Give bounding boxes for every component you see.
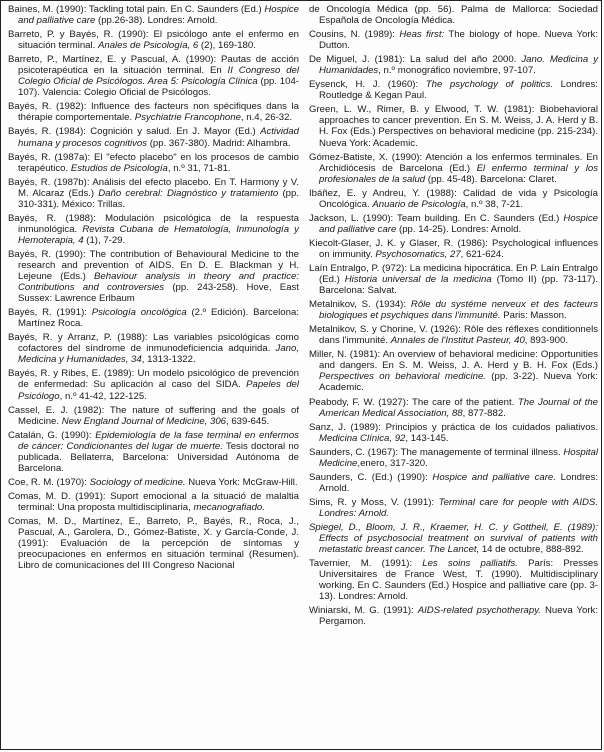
reference-text: Nueva York: McGraw-Hill. [185,476,298,488]
reference-entry [8,477,299,488]
reference-text: Bayés, R. (1984): Cognición y salud. En J. Mayor (Ed.) [8,126,261,138]
reference-italic-text: New England Journal of Medicine, 306 [61,415,226,427]
reference-italic-text: Daño cerebral: Diagnóstico y tratamiento [98,187,279,199]
reference-text: , 893-900. [524,335,569,347]
reference-text: , 1313-1322. [141,354,196,366]
reference-entry [309,4,598,26]
reference-text: (pp. 243-258). Hove, East Sussex: Lawrence Erlbaum [18,282,299,305]
reference-entry [309,54,598,76]
reference-italic-text: El enfermo terminal y los profesionales de la salud [319,162,598,185]
reference-entry [8,177,299,210]
reference-text: Comas, M. D. (1991): Suport emocional a la situació de malaltia terminal: Una proposta multidisciplinaria, [8,490,299,513]
reference-italic-text: Rôle du systéme nerveux et des facteurs biologiques et psychiques dans l'immunité. [319,299,598,322]
reference-italic-text: Historia universal de la medicina [344,274,492,286]
reference-text: Barreto, P. y Bayés, R. (1990): El psicólogo ante el enfermo en situación terminal. [8,29,299,52]
references-left-column [8,4,299,574]
reference-text: (2), 169-180. [198,40,256,52]
reference-text: Nueva York: Pergamon. [319,605,599,628]
reference-italic-text: Hospital Medicine [319,446,598,469]
reference-italic-text: Psicología oncológica [91,307,187,319]
reference-text: , 621-624. [460,248,504,260]
reference-entry [8,249,299,304]
reference-text: Londres: Routledge & Kegan Paul. [319,79,598,102]
reference-italic-text: Papeles del Psicólogo [18,379,299,402]
reference-text: (pp. 310-331). México: Trillas. [18,187,299,210]
reference-text: Metalnikov, S. (1934): [309,299,411,311]
reference-entry [8,491,299,513]
reference-italic-text: Hospice and palliative care [319,212,598,235]
reference-text: (pp. 14-25). Londres: Arnold. [396,223,522,235]
reference-entry [309,79,598,101]
reference-text: , n.º 38, 7-21. [465,198,524,210]
reference-entry [309,472,598,494]
reference-entry [309,447,598,469]
reference-text: (pp. 104-107). Valencia: Colegio Oficial de Psicólogos. [18,76,299,99]
reference-text: Coe, R. M. (1970): [8,476,90,488]
reference-text: Green, L. W., Rimer, B. y Elwood, T. W. (1981): Biobehavioral approaches to cancer prevention. En S. M. Weiss, J. A. Herd y B. H. Fox (Eds.) Perspectives on behavioral medicine (pp. 215-234). Nueva York: Academic. [309,104,598,149]
reference-italic-text: The Journal of the American Medical Association, 88 [319,396,598,419]
reference-text: , 877-882. [462,407,506,419]
reference-text: Laín Entralgo, P. (972): La medicina hipocrática. En P. Laín Entralgo (Ed.) [309,262,598,286]
reference-entry [309,497,598,519]
reference-italic-text: Medicina Clínica, 92 [319,432,406,444]
reference-entry [8,516,299,571]
reference-text: De Miguel, J. (1981): La salud del año 2000. [309,54,522,66]
reference-text: Jackson, L. (1990): Team building. En C. Saunders (Ed.) [309,212,564,224]
reference-text: Miller, N. (1981): An overview of behavioral medicine: Opportunities and dangers. En S. M. Weiss, J. A. Herd y B. H. Fox (Eds.) [309,349,598,372]
reference-text: Tavernier, M. (1991): [309,558,423,570]
reference-italic-text: Anuario de Psicología [372,198,466,210]
reference-entry [309,263,598,296]
reference-text: Sanz, J. (1989): Principios y práctica de los cuidados paliativos. [309,421,598,433]
reference-italic-text: Annales de l'Institut Pasteur, 40 [390,335,525,347]
reference-italic-text: Hospice and palliative care [18,4,299,27]
reference-text: (pp. 3-22). Nueva York: Academic. [319,371,598,394]
reference-italic-text: Estudios de Psicología [70,162,168,174]
reference-entry [8,405,299,427]
reference-entry [309,522,598,555]
reference-text: , 143-145. [405,432,449,444]
reference-entry [309,299,598,321]
reference-text: Sims, R. y Moss, V. (1991): [309,496,439,508]
reference-entry [309,422,598,444]
reference-text: Bayés, R. (1987b): Análisis del efecto placebo. En T. Harmony y V. M. Alcaraz (Eds.) [8,176,299,199]
reference-italic-text: Terminal care for people with AIDS. Londres: Arnold. [319,496,598,519]
reference-italic-text: The psychology of politics. [425,79,554,91]
reference-text: Saunders, C. (Ed.) (1990): [309,471,433,483]
reference-entry [8,368,299,401]
reference-italic-text: AIDS-related psychotherapy. [417,605,541,617]
reference-text: 14 de octubre, 888-892. [479,544,584,556]
reference-text: Metalnikov, S. y Chorine, V. (1926): Rôle des réflexes conditionnels dans l'immunité. [309,324,598,347]
reference-text: de Oncología Médica (pp. 56). Palma de Mallorca: Sociedad Española de Oncología Médica. [309,4,598,27]
reference-text: Bayés, R. (1990): The contribution of Behavioural Medicine to the research and prevention of AIDS. En D. E. Blackman y H. Lejeune (Eds.) [8,248,299,283]
reference-text: París: Presses Universitaires de France West, T. (1990). Multidisciplinary working. En C. Saunders (Ed.) Hospice and palliative care (pp. 3-13). Londres: Arnold. [319,558,598,603]
reference-entry [309,324,598,346]
reference-text: Bayés, R. (1982): Influence des facteurs non spécifiques dans la thérapie comportementale. [8,101,299,124]
reference-entry [309,213,598,235]
reference-entry [309,188,598,210]
reference-entry [8,332,299,365]
reference-italic-text: Actividad humana y procesos cognitivos [18,126,299,149]
reference-text: , n.4, 26-32. [240,112,293,124]
reference-text: , n.º 31, 71-81. [167,162,231,174]
reference-text: Tesis doctoral no publicada. Bellaterra, Barcelona: Universidad Autónoma de Barcelona. [18,440,299,474]
reference-text: ,enero, 317-320. [357,457,428,469]
reference-italic-text: Les soins palliatifs. [422,558,518,570]
reference-entry [8,4,299,26]
reference-entry [8,213,299,246]
reference-entry [8,307,299,329]
reference-italic-text: Behaviour analysis in theory and practice: Contributions and controversies [18,271,300,294]
reference-italic-text: Revista Cubana de Hematología, Inmunología y Hemoterapia, 4 [18,223,299,246]
reference-italic-text: Psychiatrie Francophone [134,112,241,124]
reference-text: Bayés, R. (1987a): El "efecto placebo" en los procesos de cambio terapéutico. [8,151,299,174]
reference-entry [309,397,598,419]
reference-entry [309,104,598,148]
references-right-column [309,4,598,630]
reference-text: , n.º monográfico noviembre, 97-107. [378,65,536,77]
reference-entry [8,126,299,148]
reference-entry [309,152,598,185]
reference-text: Bayés, R. (1988): Modulación psicológica de la respuesta inmunológica. [8,212,299,235]
reference-italic-text: Hospice and palliative care. [432,471,556,483]
reference-text: Cassel, E. J. (1982): The nature of suffering and the goals of Medicine. [8,404,299,427]
reference-text: (1), 7-29. [83,234,126,246]
reference-text: (Tomo II) (pp. 73-117). Barcelona: Salvat. [319,274,598,297]
reference-text: Bayés, R. (1991): [8,307,92,319]
reference-italic-text: Epidemiología de la fase terminal en enfermos de cáncer: Condicionantes del lugar de muerte. [18,429,299,452]
reference-entry [8,101,299,123]
reference-entry [8,152,299,174]
reference-text: Peabody, F. W. (1927): The care of the patient. [309,396,518,408]
reference-italic-text: Anales de Psicología, 6 [97,40,199,52]
reference-text: Cousins, N. (1989): [309,29,400,41]
reference-text: Barreto, P., Martínez, E. y Pascual, A. (1990): Pautas de acción psicoterapéutica en la situación terminal. En [8,54,299,77]
reference-italic-text: Spiegel, D., Bloom, J. R., Kraemer, H. C. y Gottheil, E. (1989): Effects of psychosocial treatment on survival of patients with metastatic breast cancer. The Lancet, [309,521,598,556]
reference-text: (pp.26-38). Londres: Arnold. [95,15,218,27]
reference-text: Paris: Masson. [500,310,567,322]
reference-entry [8,29,299,51]
reference-text: Londres: Arnold. [319,471,598,494]
reference-text: Gómez-Batiste, X. (1990): Atención a los enfermos terminales. En Archidiócesis de Barcelona (Ed.) [309,151,598,174]
reference-text: Saunders, C. (1967): The managemente of terminal illness. [309,446,564,458]
reference-italic-text: Jano. Medicina y Humanidades [319,54,598,77]
reference-text: , n.º 41-42, 122-125. [59,390,147,402]
reference-italic-text: Heas first: [399,29,445,41]
reference-text: Comas, M. D., Martínez, E., Barreto, P., Bayés, R., Roca, J., Pascual, A., Garolera, D., Gómez-Batiste, X. y García-Conde, J. (1991): Evaluación de la percepción de síntomas y preocupaciones en enfermos en situación terminal (Resumen). Libro de comunicaciones del III Congreso Nacional [8,515,299,572]
reference-text: (2.º Edición). Barcelona: Martínez Roca. [18,307,299,330]
reference-entry [309,238,598,260]
reference-text: , 639-645. [226,415,270,427]
reference-entry [309,29,598,51]
reference-italic-text: Jano, Medicina y Humanidades, 34 [18,343,299,366]
reference-text: Ibáñez, E. y Andreu, Y. (1988): Calidad de vida y Psicología Oncológica. [309,187,598,210]
reference-text: (pp. 45-48). Barcelona: Claret. [425,173,557,185]
reference-text: The biology of hope. Nueva York: Dutton. [319,29,598,52]
reference-entry [309,605,598,627]
reference-entry [8,54,299,98]
reference-italic-text: Perspectives on behavioral medicine. [319,371,486,383]
reference-text: Kiecolt-Glaser, J. K. y Glaser, R. (1986): Psychological influences on immunity. [309,237,598,260]
reference-text: Winiarski, M. G. (1991): [309,605,418,617]
reference-italic-text: II Congreso del Colegio Oficial de Psicólogos. Area 5: Psicología Clínica [18,65,299,88]
reference-italic-text: Sociology of medicine. [89,476,186,488]
reference-entry [309,558,598,602]
reference-text: Baines, M. (1990): Tackling total pain. En C. Saunders (Ed.) [8,4,265,15]
reference-text: Catalán, G. (1990): [8,429,96,441]
reference-text: Eysenck, H. J. (1960): [309,79,426,91]
reference-italic-text: mecanografiado. [193,501,265,513]
reference-text: Bayés, R. y Ribes, E. (1989): Un modelo psicológico de prevención de enfermedad: Su aplicación al caso del SIDA. [8,368,299,391]
reference-text: (pp. 367-380). Madrid: Alhambra. [147,137,291,149]
reference-entry [8,430,299,474]
reference-entry [309,349,598,393]
reference-italic-text: Psychosomatics, 27 [375,248,461,260]
reference-text: Bayés, R. y Arranz, P. (1988): Las variables psicológicas como cofactores del síndrome de inmunodeficiencia adquirida. [8,332,299,355]
